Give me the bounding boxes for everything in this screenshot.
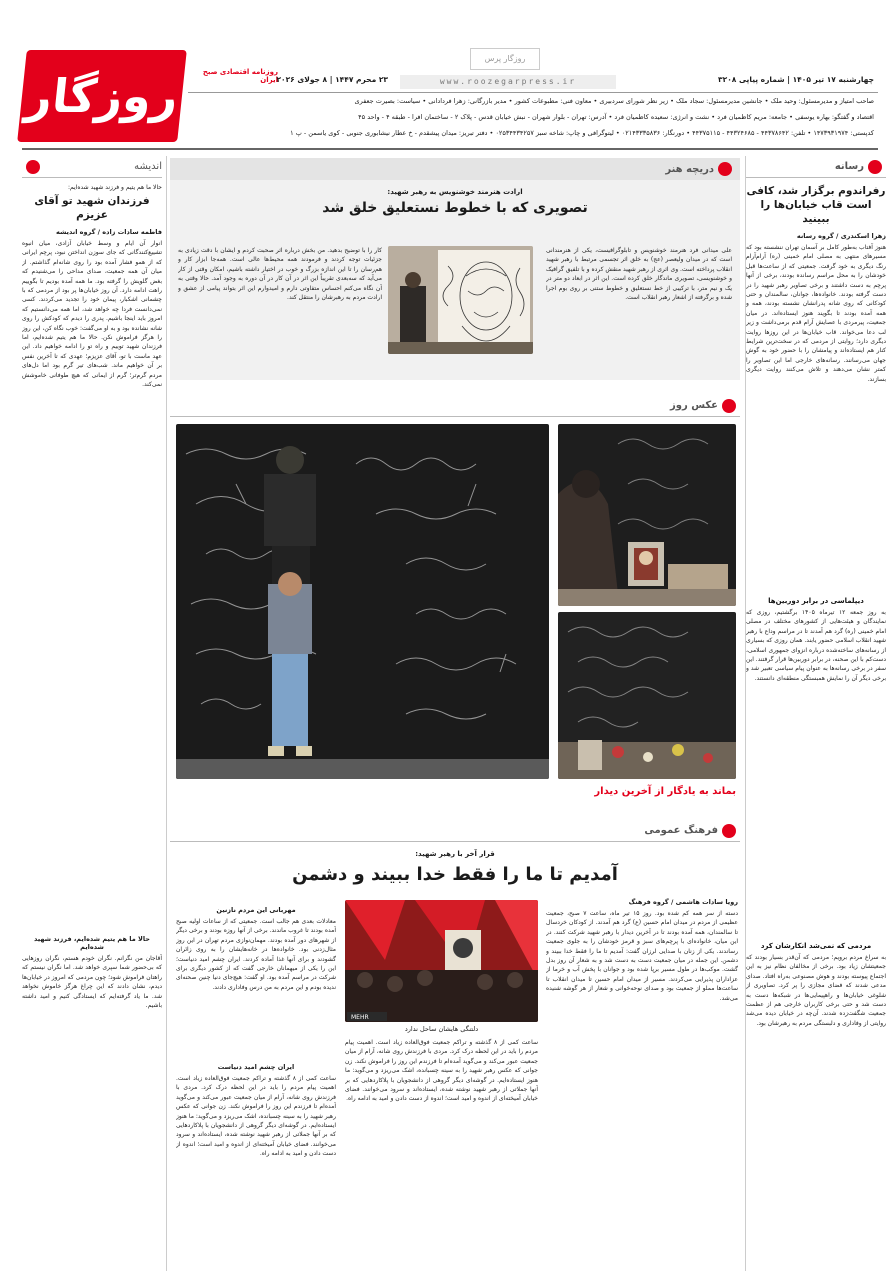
photo-credit: MEHR <box>351 1014 369 1021</box>
cultural-section-title: فرهنگ عمومی <box>644 825 718 836</box>
cultural-body-left: معادلات بعدی هم جالب است. جمعیتی که از ساعات اولیه صبح آمده بودند تا غروب ماندند. برخی از آنها روزه بودند و برخی دیگر از شهرهای دور آمده بودند. مهمان‌نوازی مردم تهران در این روز مثال‌زدنی بود. خانواده‌ها در خانه‌هایشان را به روی زائران گشودند و برای آنها غذا آماده کردند. ایران چشم امید دنیاست؛ این را یکی از میهمانان خارجی گفت که از کشور دیگری برای شرکت در مراسم آمده بود. او گفت: هیچ‌جای دنیا چنین صحنه‌ای ندیده بودم و این مردم به من درس وفاداری دادند. <box>176 918 336 991</box>
newspaper-tagline: روزنامه اقتصادی صبح ایران <box>202 68 278 84</box>
cultural-kicker: قرار آخر با رهبر شهید: <box>415 850 495 858</box>
section-bullet-icon <box>722 824 736 838</box>
credits-line-2: اقتصاد و گفتگو: بهاره یوسفی • جامعه: مریم کاظمیان فرد • نشت و انرژی: سعیده کاظمیان فرد • آدرس: تهران - بلوار شهران - نبش خیابان قدس - پلاک ۲ - ساختمان افرا - طبقه ۴ - واحد ۴۵ <box>358 113 874 121</box>
art-body-left: کار را با توضیح بدهید. من بخش درباره اثر صحبت کردم و ایشان با دقت زیادی به جزئیات توجه کردند و فرمودند همه محیط‌ها عالی است. همه‌جا ابزار کار و هم‌رسان را تا این اندازه بزرگ و خوب در اختیار داشته باشیم، امکان وقتی از کار می‌آید که سه‌بعدی تقریباً این اثر در آن کار در آن دوره به وجود آمد. حالا وقتی به آن نگاه می‌کنم احساس متفاوتی دارم و امیدوارم این اثر بتواند پیامی از عشق و ارادت مردم به رهبرشان را منتقل کند. <box>178 247 382 302</box>
thought-body-1: انوار آن ایام و وسط خیابان آزادی، میان انبوه تشییع‌کنندگانی که جای سوزن انداختن نبود، پرچم ایرانی که از همو فشار آمده بود را روی شانه‌ام گذاشتم. از میان آن همه جمعیت، صدای مداحی را می‌شنیدم که بغض گلویش را گرفته بود. ما همه آمده بودیم تا بگوییم راهت ادامه دارد. آن روز خیابان‌ها پر بود از مردمی که با چشمانی اشکبار، پیمان خود را تجدید می‌کردند. کسی نمی‌دانست فردا چه خواهد شد، اما همه می‌دانستیم که امروز باید اینجا باشیم. پدری را دیدم که کودکش را روی شانه نشانده بود و به او می‌گفت: خوب نگاه کن، این روز را هرگز فراموش نکن. حالا ما هم یتیم شده‌ایم، اما فرزندان شهید توییم و راه تو را ادامه خواهیم داد. این عهد ماست با تو، آقای عزیزم؛ عهدی که تا آخرین نفس بر آن خواهیم ماند. شب‌های تیر گرم بود اما دل‌های مردم گرم‌تر؛ گرم از ایمانی که هیچ طوفانی خاموشش نمی‌کند. <box>22 240 162 389</box>
mourner-by-wall-photo <box>558 424 736 606</box>
photo-day-caption: بماند به یادگار از آخرین دیدار <box>594 786 736 797</box>
section-bullet-icon <box>718 162 732 176</box>
wall-with-flowers-photo <box>558 612 736 779</box>
cultural-subhead-2: ایران چشم امید دنیاست <box>217 1063 295 1071</box>
cultural-right-text <box>546 898 738 1270</box>
cultural-body-right: دسته از سر همه کم شده بود. روز ۱۵ تیر ماه، ساعت ۷ صبح، جمعیت عظیمی از مردم در میدان امام حسین (ع) گرد هم آمدند. از کودکان خردسال تا سالمندان، همه آمده بودند تا در آخرین دیدار با رهبر شهید شرکت کنند. در این میان، خانواده‌ای با پرچم‌های سبز و قرمز خودشان را به جلوی جمعیت رساندند. یکی از زنان با صدایی لرزان گفت: آمدیم تا ما را فقط خدا ببیند و دشمن. این جمله در میان جمعیت دست به دست شد و به شعار آن روز بدل گشت. موکب‌ها در طول مسیر برپا شده بود و جوانان با پخش آب و خرما از عزاداران پذیرایی می‌کردند. مسیر از میدان امام حسین تا میدان انقلاب تا ساعت‌ها مملو از جمعیت بود و صدای نوحه‌خوانی و شعار از هر گوشه شنیده می‌شد. <box>546 910 738 1002</box>
issue-date: چهارشنبه ۱۷ تیر ۱۴۰۵ | شماره پیاپی ۳۲۰۸ <box>718 75 874 84</box>
media-body-1: هنوز آفتاب به‌طور کامل بر آسمان تهران ننشسته بود که مسیرهای منتهی به مصلی امام خمینی (ره) آرام‌آرام رنگ دیگری به خود گرفت. جمعیتی که از ساعت‌ها قبل خودشان را به محل مراسم رسانده بودند، برخی از آنها پرچم به دست داشتند و برخی تصاویر رهبر شهید را در دست گرفته بودند. خانواده‌ها، جوانان، سالمندان و حتی کودکانی که روی شانه پدرانشان نشسته بودند، همه و همه آمده بودند تا بگویند هنوز ایستاده‌اند. در میان جمعیت، پیرمردی با عصایش آرام قدم برمی‌داشت و زیر لب دعا می‌خواند. قاب خیابان‌ها در این روزها روایت دیگری دارد؛ روایتی از مردمی که در سخت‌ترین شرایط کنار هم ایستاده‌اند و پیامشان را با حضور خود به گوش جهان می‌رسانند. رسانه‌های خارجی اما این تصاویر را کمتر نشان می‌دهند و تلاش می‌کنند روایت دیگری بسازند. <box>746 244 886 383</box>
thought-body-2: آقاجان من نگرانم. نگران خودم هستم، نگران روزهایی که بی‌حضور شما سپری خواهد شد. اما نگران نیستم که راهتان فراموش شود؛ چون مردمی که امروز در خیابان‌ها دیدم، نشان دادند که این چراغ هرگز خاموش نخواهد شد. ما یاد گرفته‌ایم که ایستادگی کنیم و امید داشته باشیم. <box>22 955 162 1010</box>
thought-headline[interactable]: فرزندان شهید تو آقای عزیزم <box>34 195 150 221</box>
thought-section-header <box>22 156 162 178</box>
art-section-title: دریچه هنر <box>665 163 714 175</box>
credits-line-3: کدپستی: ۱۴۷۳۹۳۱۹۷۴ • تلفن: ۴۴۳۷۸۶۴۲ - ۴۴۳۲۴۶۸۵ - ۴۴۳۷۵۱۱۵ • دورنگار: ۰۲۱۴۳۳۳۵۸۳۶ • لیتوگرافی و چاپ: شاخه سبز ۰۲۵۳۴۴۳۴۲۵۷ • دفتر تبریز: میدان پیشقدم - خ عطار نیشابوری جنوبی - کوی یاسمن - پ ۱ <box>290 129 874 137</box>
cultural-byline: رویا سادات هاشمی / گروه فرهنگ <box>628 898 738 906</box>
media-subhead-1: دیپلماسی در برابر دوربین‌ها <box>768 597 864 605</box>
photo-day-section-title: عکس روز <box>670 400 718 411</box>
cultural-left-text <box>176 898 336 1270</box>
section-bullet-icon <box>26 160 40 174</box>
website-url[interactable]: www.roozegarpress.ir <box>400 75 616 89</box>
art-headline[interactable]: تصویری که با خطوط نستعلیق خلق شد <box>322 200 588 216</box>
media-headline[interactable]: رفراندوم برگزار شد، کافی است قاب خیابان‌ها را ببینید <box>746 185 886 225</box>
section-bullet-icon <box>722 399 736 413</box>
media-body-2: به روز جمعه ۱۲ تیرماه ۱۴۰۵ برگشتیم، روزی که نمایندگان و هیئت‌هایی از کشورهای مختلف در مصلی امام خمینی (ره) گرد هم آمدند تا در مراسم وداع با رهبر شهید انقلاب اسلامی حضور یابند. همان روزی که بسیاری از رسانه‌های ساخته‌شده درباره انزوای جمهوری اسلامی، دست‌کم با این صحنه، در برابر دوربین‌ها قرار گرفتند. این سفر در برخی رسانه‌ها به عنوان پیام سیاسی تعبیر شد و برخی دیگر آن را نمایش همبستگی منطقه‌ای دانستند. <box>746 609 886 682</box>
graffiti-wall-photo <box>176 424 549 779</box>
photo-day-section-header <box>170 395 740 417</box>
cultural-headline[interactable]: آمدیم تا ما را فقط خدا ببیند و دشمن <box>292 864 618 885</box>
roozegar-press-logo: روزگار پرس <box>470 48 540 70</box>
art-kicker: ارادت هنرمند خوشنویس به رهبر شهید: <box>387 188 523 196</box>
crowd-with-flags-photo <box>345 900 538 1022</box>
hijri-date: ۲۳ محرم ۱۴۴۷ | ۸ جولای ۲۰۲۶ <box>276 75 388 84</box>
cultural-body-left-2: ساعت کمی از ۸ گذشته و تراکم جمعیت فوق‌العاده زیاد است. اهمیت پیام مردم را باید در این لحظه درک کرد. مردی با فرزندش روی شانه، آرام از میان جمعیت عبور می‌کند و می‌گوید آمده‌ام تا فرزندم این روز را فراموش نکند. زن جوانی که عکس رهبر شهید را به سینه چسبانده، اشک می‌ریزد و می‌گوید: ما هنوز ایستاده‌ایم. در گوشه‌ای دیگر گروهی از دانشجویان با پلاکاردهایی که بر آنها جملاتی از رهبر شهید نوشته شده، ایستاده‌اند و سرود می‌خوانند. فضای خیابان آمیخته‌ای از اندوه و امید است؛ اندوه از دست دادن و امید به ادامه راه. <box>176 1075 336 1158</box>
thought-section-title: اندیشه <box>134 161 162 172</box>
thought-byline: فاطمه سادات زاده / گروه اندیشه <box>56 228 162 236</box>
media-section-title: رسانه <box>834 161 864 172</box>
cultural-subhead-1: مهربانی این مردم نازنین <box>216 906 296 914</box>
art-section-header <box>170 158 740 180</box>
media-byline: زهرا اسکندری / گروه رسانه <box>796 232 886 240</box>
calligraphy-artwork-photo <box>388 246 533 354</box>
thought-column <box>22 156 162 1271</box>
section-bullet-icon <box>868 160 882 174</box>
credits-line-1: صاحب امتیاز و مدیرمسئول: وحید ملک • جانشین مدیرمسئول: سجاد ملک • زیر نظر شورای سردبیری • معاون فنی: مطبوعات کشور • مدیر بازرگانی: زهرا فردادانی • سیاست: بصیرت جعفری <box>354 97 874 105</box>
art-body-right: علی میدانی فرد هنرمند خوشنویس و تابلوگرافیست، یکی از هنرمندانی است که در میدان ولیعصر (عج) به خلق اثر تجسمی مرتبط با رهبر شهید انقلاب پرداخته است. وی اثری از رهبر شهید منقش کرده و با تلفیق گرافیک و خوشنویسی، تصویری ماندگار خلق کرده است. این اثر در ابعاد دو متر در یک و نیم متر، با ترکیبی از خط نستعلیق و خطوط ستنی بر روی بوم اجرا شده و برگرفته از اشعار رهبر انقلاب است. <box>546 247 732 302</box>
newspaper-logo: روزگار <box>17 50 187 142</box>
thought-subhead: حالا ما هم یتیم شده‌ایم، فرزند شهید شده‌ایم <box>33 935 150 951</box>
cultural-body-mid: ساعت کمی از ۸ گذشته و تراکم جمعیت فوق‌العاده زیاد است. اهمیت پیام مردم را باید در این لحظه درک کرد. مردی با فرزندش روی شانه، آرام از میان جمعیت عبور می‌کند و می‌گوید آمده‌ام تا فرزندم این روز را فراموش نکند. زن جوانی که عکس رهبر شهید را به سینه چسبانده، اشک می‌ریزد و می‌گوید: ما هنوز ایستاده‌ایم. در گوشه‌ای دیگر گروهی از دانشجویان با پلاکاردهایی که بر آنها جملاتی از رهبر شهید نوشته شده، ایستاده‌اند و سرود می‌خوانند. فضای خیابان آمیخته‌ای از اندوه و امید است؛ اندوه از دست دادن و امید به ادامه راه. <box>345 1039 538 1103</box>
crowd-photo-caption: دلتنگی هایشان ساحل ندارد <box>404 1025 479 1033</box>
masthead <box>0 0 896 150</box>
cultural-section-header <box>170 820 740 842</box>
media-column <box>746 156 886 1271</box>
art-window-box <box>170 158 740 380</box>
media-subhead-2: مردمی که نمی‌شد انکارشان کرد <box>760 942 872 950</box>
media-section-header <box>746 156 886 178</box>
media-body-3: به سراغ مردم برویم؛ مردمی که آن‌قدر بسیار بودند که جمعیتشان زیاد بود. برخی از مخالفان نظام نیز به این اجتماع پیوسته بودند و هوش مصنوعی به‌راه افتاد. صدای مدعی شدند که فضای مجازی را پر کرد. تصاویری از شلوغی خیابان‌ها و راهپیمایی‌ها در شبکه‌ها دست به دست شد و حتی برخی کاربران خارجی هم از عظمت جمعیت شگفت‌زده شدند. آن‌چه در خیابان دیده می‌شد روایتی از وفاداری و دلبستگی مردم به رهبرشان بود. <box>746 954 886 1027</box>
thought-kicker: حالا ما هم یتیم و فرزند شهید شده‌ایم: <box>67 184 162 191</box>
